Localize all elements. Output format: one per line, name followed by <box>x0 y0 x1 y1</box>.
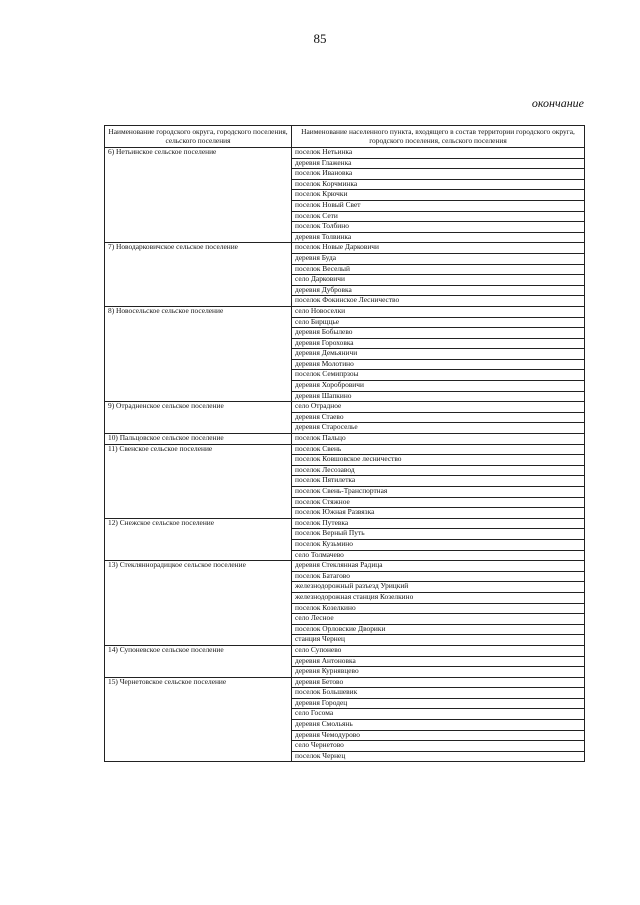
locality-cell: поселок Веселый <box>292 264 585 275</box>
locality-cell: деревня Толвинка <box>292 232 585 243</box>
municipality-cell: 7) Новодарковичское сельское поселение <box>105 243 292 307</box>
locality-cell: поселок Пятилетка <box>292 476 585 487</box>
municipality-cell: 12) Снежское сельское поселение <box>105 518 292 560</box>
locality-cell: поселок Толбино <box>292 222 585 233</box>
municipality-cell: 6) Нетьинское сельское поселение <box>105 148 292 243</box>
locality-cell: поселок Крючки <box>292 190 585 201</box>
locality-cell: поселок Корчминка <box>292 179 585 190</box>
locality-cell: поселок Семипрзоы <box>292 370 585 381</box>
table-row <box>105 434 585 445</box>
locality-cell: село Супонево <box>292 645 585 656</box>
locality-cell: поселок Козелкино <box>292 603 585 614</box>
locality-cell: поселок Чернец <box>292 751 585 762</box>
locality-cell: поселок Новые Дарковичи <box>292 243 585 254</box>
locality-cell: деревня Бобылево <box>292 328 585 339</box>
locality-cell: железнодорожная станция Козелкино <box>292 592 585 603</box>
locality-cell: село Новоселки <box>292 306 585 317</box>
municipality-cell: 9) Отрадненское сельское поселение <box>105 402 292 434</box>
locality-cell: деревня Городец <box>292 698 585 709</box>
header-locality: Наименование населенного пункта, входящего в состав территории городского округа, городского поселения, сельского поселения <box>292 126 585 148</box>
locality-cell: поселок Нетьинка <box>292 148 585 159</box>
locality-cell: поселок Свень <box>292 444 585 455</box>
municipality-cell: 14) Супоневское сельское поселение <box>105 645 292 677</box>
municipality-cell: 10) Пальцовское сельское поселение <box>105 434 292 445</box>
locality-cell: деревня Чемодурово <box>292 730 585 741</box>
locality-cell: поселок Южная Развязка <box>292 508 585 519</box>
table-row <box>105 518 585 529</box>
locality-cell: поселок Орловские Дворики <box>292 624 585 635</box>
locality-cell: деревня Стаево <box>292 412 585 423</box>
page-number: 85 <box>313 31 327 46</box>
locality-cell: поселок Сети <box>292 211 585 222</box>
locality-cell: село Лесное <box>292 614 585 625</box>
municipality-cell: 15) Чернетовское сельское поселение <box>105 677 292 762</box>
settlements-table <box>104 125 585 762</box>
table-row <box>105 645 585 656</box>
locality-cell: деревня Смольянь <box>292 720 585 731</box>
locality-cell: деревня Молотино <box>292 359 585 370</box>
table-header-row <box>105 126 585 148</box>
locality-cell: деревня Дубровка <box>292 285 585 296</box>
locality-cell: деревня Стеклянная Радица <box>292 561 585 572</box>
locality-cell: поселок Кузьмино <box>292 539 585 550</box>
locality-cell: поселок Большевик <box>292 688 585 699</box>
table-row <box>105 243 585 254</box>
table-row <box>105 444 585 455</box>
municipality-cell: 8) Новосельское сельское поселение <box>105 306 292 401</box>
table-row <box>105 561 585 572</box>
locality-cell: деревня Староселье <box>292 423 585 434</box>
table-row <box>105 402 585 413</box>
locality-cell: село Дарковичи <box>292 275 585 286</box>
table-row <box>105 148 585 159</box>
locality-cell: железнодорожный разъезд Урицкий <box>292 582 585 593</box>
locality-cell: деревня Антоновка <box>292 656 585 667</box>
locality-cell: поселок Батагово <box>292 571 585 582</box>
locality-cell: поселок Пальцо <box>292 434 585 445</box>
locality-cell: деревня Курнявцево <box>292 667 585 678</box>
table-row <box>105 306 585 317</box>
continuation-label: окончание <box>531 96 584 110</box>
locality-cell: поселок Фокинское Лесничество <box>292 296 585 307</box>
table-body <box>105 148 585 762</box>
locality-cell: поселок Свень-Транспортная <box>292 487 585 498</box>
locality-cell: поселок Ивановка <box>292 169 585 180</box>
locality-cell: станция Чернец <box>292 635 585 646</box>
locality-cell: поселок Лесозавод <box>292 465 585 476</box>
locality-cell: деревня Глаженка <box>292 158 585 169</box>
locality-cell: деревня Гороховка <box>292 338 585 349</box>
municipality-cell: 11) Свенское сельское поселение <box>105 444 292 518</box>
locality-cell: село Госома <box>292 709 585 720</box>
locality-cell: поселок Стяжное <box>292 497 585 508</box>
locality-cell: село Чернетово <box>292 741 585 752</box>
locality-cell: деревня Хоробровичи <box>292 381 585 392</box>
locality-cell: село Толмачево <box>292 550 585 561</box>
locality-cell: село Бирщцье <box>292 317 585 328</box>
locality-cell: поселок Ковшовское лесничество <box>292 455 585 466</box>
locality-cell: деревня Шапкино <box>292 391 585 402</box>
locality-cell: село Отрадное <box>292 402 585 413</box>
locality-cell: поселок Путевка <box>292 518 585 529</box>
locality-cell: поселок Новый Свет <box>292 200 585 211</box>
locality-cell: деревня Демьяничи <box>292 349 585 360</box>
table-row <box>105 677 585 688</box>
locality-cell: деревня Буда <box>292 253 585 264</box>
header-municipality: Наименование городского округа, городского поселения, сельского поселения <box>105 126 292 148</box>
municipality-cell: 13) Стекляннорадицкое сельское поселение <box>105 561 292 646</box>
locality-cell: поселок Верный Путь <box>292 529 585 540</box>
locality-cell: деревня Бетово <box>292 677 585 688</box>
